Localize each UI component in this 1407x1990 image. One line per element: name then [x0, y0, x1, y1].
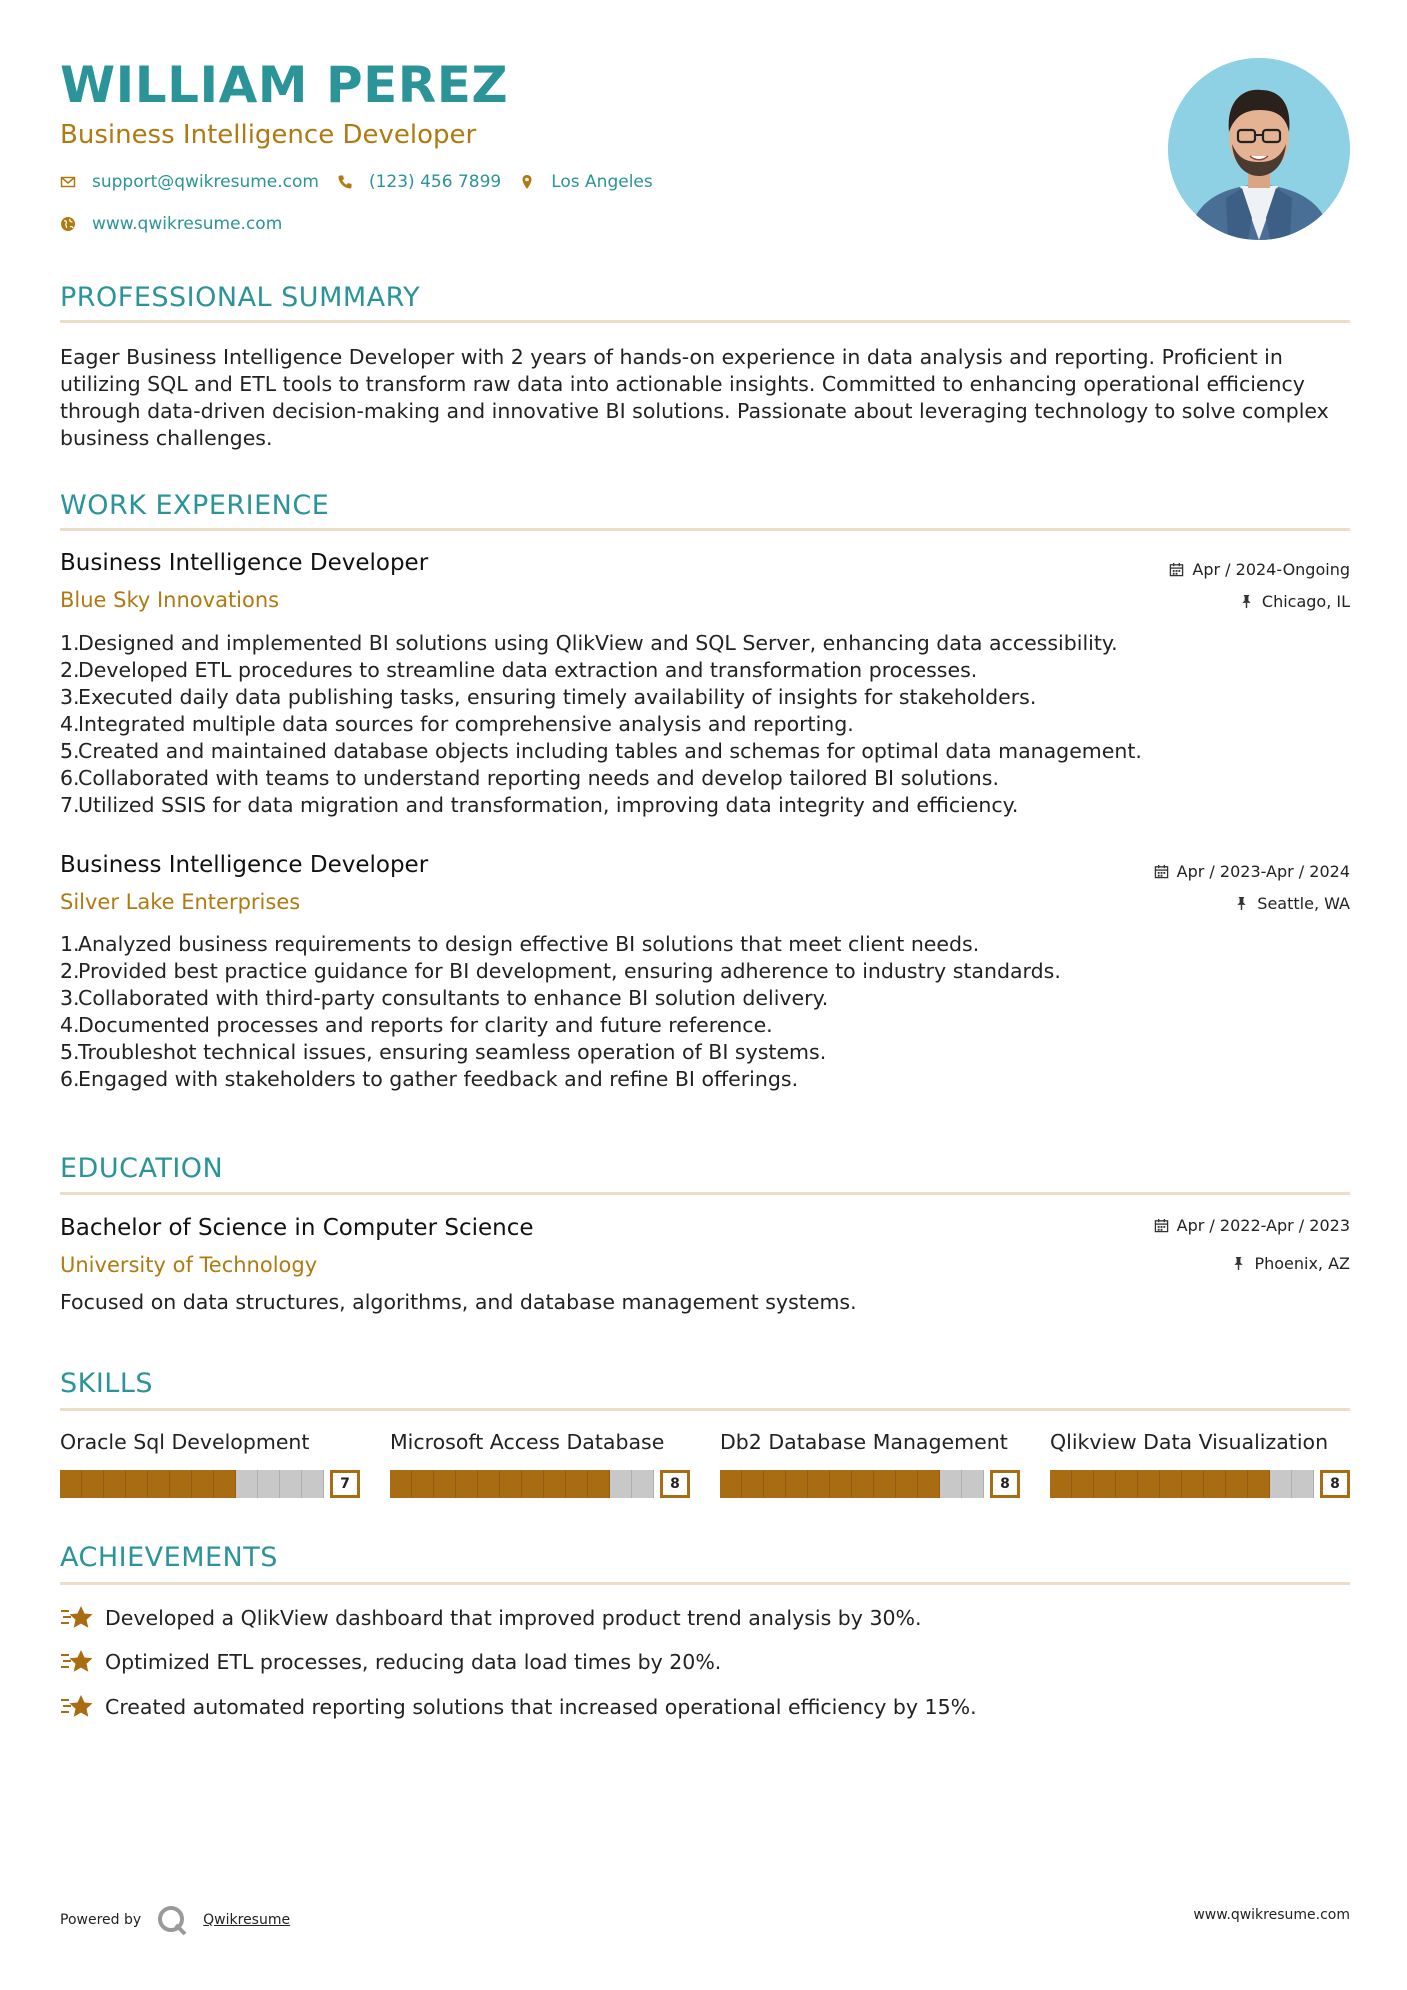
job-company: Blue Sky Innovations	[60, 588, 280, 612]
skill-segment-filled	[1226, 1470, 1248, 1498]
education-dates	[1154, 1216, 1350, 1235]
skill-segment-filled	[720, 1470, 742, 1498]
list-item: 1. Designed and implemented BI solutions using QlikView and SQL Server, enhancing data accessibility.	[60, 631, 1118, 655]
skill-segment-filled	[500, 1470, 522, 1498]
achievement-item	[60, 1604, 922, 1632]
pushpin-icon	[1231, 1256, 1246, 1271]
list-item: 2. Provided best practice guidance for BI development, ensuring adherence to industry standards.	[60, 959, 1061, 983]
skill-segment-filled	[786, 1470, 808, 1498]
qwikresume-link[interactable]: Qwikresume	[203, 1912, 291, 1928]
skill-segment-filled	[104, 1470, 126, 1498]
skill-segment-filled	[830, 1470, 852, 1498]
job-dates	[1169, 560, 1350, 579]
shooting-star-icon	[60, 1604, 94, 1632]
skill-segment-filled	[412, 1470, 434, 1498]
shooting-star-icon	[60, 1648, 94, 1676]
skill-segment-filled	[434, 1470, 456, 1498]
phone-item[interactable]	[337, 172, 501, 192]
list-item: 1. Analyzed business requirements to design effective BI solutions that meet client needs.	[60, 932, 980, 956]
list-item: 3. Collaborated with third-party consultants to enhance BI solution delivery.	[60, 986, 829, 1010]
skill-segment-filled	[588, 1470, 610, 1498]
skill-segment-filled	[808, 1470, 830, 1498]
qwikresume-logo-icon	[155, 1903, 189, 1937]
skill-score: 8	[660, 1470, 690, 1498]
shooting-star-icon	[60, 1693, 94, 1721]
skill-segment-filled	[1116, 1470, 1138, 1498]
skill-score: 8	[1320, 1470, 1350, 1498]
skill-segment-filled	[1160, 1470, 1182, 1498]
list-item: 6. Engaged with stakeholders to gather feedback and refine BI offerings.	[60, 1067, 799, 1091]
skill-score: 8	[990, 1470, 1020, 1498]
skill-segment-filled	[1248, 1470, 1270, 1498]
skill-segment-filled	[522, 1470, 544, 1498]
skill-segment-filled	[1138, 1470, 1160, 1498]
section-divider	[60, 1408, 1350, 1411]
map-pin-icon	[519, 174, 535, 190]
achievement-item	[60, 1648, 721, 1676]
skill-segment-filled	[1182, 1470, 1204, 1498]
contact-row	[60, 172, 671, 192]
skill-item	[390, 1430, 690, 1492]
section-divider	[60, 1192, 1350, 1195]
list-item: 6. Collaborated with teams to understand reporting needs and develop tailored BI solutions.	[60, 766, 999, 790]
skill-segment-filled	[918, 1470, 940, 1498]
skill-item	[60, 1430, 360, 1492]
skill-rating-bar	[60, 1470, 360, 1498]
skill-segment-empty	[610, 1470, 632, 1498]
pushpin-icon	[1239, 594, 1254, 609]
job-location	[1234, 894, 1350, 913]
skill-rating-bar	[1050, 1470, 1350, 1498]
calendar-icon	[1169, 562, 1184, 577]
skill-rating-bar	[720, 1470, 1020, 1498]
skill-segment-empty	[302, 1470, 324, 1498]
section-divider	[60, 528, 1350, 531]
list-item: 5. Troubleshot technical issues, ensuring seamless operation of BI systems.	[60, 1040, 827, 1064]
skill-segment-filled	[852, 1470, 874, 1498]
skill-segment-empty	[280, 1470, 302, 1498]
summary-heading: PROFESSIONAL SUMMARY	[60, 282, 421, 313]
candidate-title: Business Intelligence Developer	[60, 120, 477, 150]
powered-by-label: Powered by	[60, 1912, 142, 1928]
skills-heading: SKILLS	[60, 1368, 154, 1399]
skill-segment-filled	[544, 1470, 566, 1498]
skill-segment-filled	[896, 1470, 918, 1498]
job-dates	[1154, 862, 1350, 881]
skill-segment-filled	[456, 1470, 478, 1498]
skill-segment-empty	[632, 1470, 654, 1498]
skill-item	[720, 1430, 1020, 1492]
section-divider	[60, 1582, 1350, 1585]
achievement-text: Created automated reporting solutions that increased operational efficiency by 15%.	[105, 1695, 977, 1719]
achievements-heading: ACHIEVEMENTS	[60, 1542, 278, 1573]
email-text: support@qwikresume.com	[92, 172, 319, 192]
skill-segment-filled	[1072, 1470, 1094, 1498]
skill-segment-filled	[1050, 1470, 1072, 1498]
list-item: 4. Integrated multiple data sources for comprehensive analysis and reporting.	[60, 712, 854, 736]
experience-heading: WORK EXPERIENCE	[60, 490, 330, 521]
school-name: University of Technology	[60, 1253, 318, 1277]
job-dates-text: Apr / 2024-Ongoing	[1192, 560, 1350, 579]
skill-name: Oracle Sql Development	[60, 1430, 310, 1454]
website-row	[60, 214, 300, 234]
skill-segment-filled	[390, 1470, 412, 1498]
skill-rating-bar	[390, 1470, 690, 1498]
skill-name: Qlikview Data Visualization	[1050, 1430, 1329, 1454]
phone-icon	[337, 174, 353, 190]
profile-photo	[1168, 58, 1350, 240]
skill-segment-filled	[148, 1470, 170, 1498]
pushpin-icon	[1234, 896, 1249, 911]
skill-score: 7	[330, 1470, 360, 1498]
skill-segment-filled	[60, 1470, 82, 1498]
phone-text: (123) 456 7899	[368, 172, 502, 192]
education-description: Focused on data structures, algorithms, and database management systems.	[60, 1290, 857, 1314]
job-dates-text: Apr / 2023-Apr / 2024	[1176, 862, 1350, 881]
skill-item	[1050, 1430, 1350, 1492]
calendar-icon	[1154, 1218, 1169, 1233]
skill-segment-filled	[126, 1470, 148, 1498]
globe-icon	[60, 216, 76, 232]
list-item: 5. Created and maintained database objects including tables and schemas for optimal data management.	[60, 739, 1142, 763]
skill-segment-empty	[1270, 1470, 1292, 1498]
job-duties	[60, 931, 1061, 1093]
job-title: Business Intelligence Developer	[60, 852, 429, 878]
skill-segment-empty	[258, 1470, 280, 1498]
list-item: 2. Developed ETL procedures to streamline data extraction and transformation processes.	[60, 658, 978, 682]
achievement-text: Developed a QlikView dashboard that improved product trend analysis by 30%.	[105, 1606, 922, 1630]
section-divider	[60, 320, 1350, 323]
footer-powered-by	[60, 1903, 290, 1937]
skill-segment-filled	[764, 1470, 786, 1498]
skill-name: Db2 Database Management	[720, 1430, 1008, 1454]
achievement-item	[60, 1693, 977, 1721]
job-location-text: Seattle, WA	[1257, 894, 1350, 913]
skill-segment-filled	[1204, 1470, 1226, 1498]
candidate-name: WILLIAM PEREZ	[60, 56, 509, 114]
list-item: 4. Documented processes and reports for clarity and future reference.	[60, 1013, 773, 1037]
skill-segment-filled	[1094, 1470, 1116, 1498]
skill-segment-filled	[82, 1470, 104, 1498]
skill-segment-filled	[478, 1470, 500, 1498]
email-item[interactable]	[60, 172, 319, 192]
skill-segment-filled	[214, 1470, 236, 1498]
summary-text: Eager Business Intelligence Developer with 2 years of hands-on experience in data analysis and reporting. Proficient in utilizing SQL and ETL tools to transform raw data into actionable insights. Committed to enhancing operational efficiency through data-driven decision-making and innovative BI solutions. Passionate about leveraging technology to solve complex business challenges.	[60, 345, 1329, 450]
calendar-icon	[1154, 864, 1169, 879]
skill-segment-empty	[1292, 1470, 1314, 1498]
footer-website[interactable]: www.qwikresume.com	[1193, 1907, 1350, 1923]
job-company: Silver Lake Enterprises	[60, 890, 301, 914]
envelope-icon	[60, 174, 76, 190]
job-title: Business Intelligence Developer	[60, 550, 429, 576]
skill-segment-filled	[874, 1470, 896, 1498]
education-heading: EDUCATION	[60, 1153, 224, 1184]
skill-segment-filled	[192, 1470, 214, 1498]
skill-segment-empty	[236, 1470, 258, 1498]
job-location	[1239, 592, 1350, 611]
list-item: 3. Executed daily data publishing tasks, ensuring timely availability of insights for stakeholders.	[60, 685, 1037, 709]
skill-segment-filled	[566, 1470, 588, 1498]
website-text: www.qwikresume.com	[92, 214, 283, 234]
job-duties	[60, 630, 1142, 819]
skill-segment-empty	[962, 1470, 984, 1498]
education-location-text: Phoenix, AZ	[1254, 1254, 1350, 1273]
education-location	[1231, 1254, 1350, 1273]
skill-segment-empty	[940, 1470, 962, 1498]
resume-page	[60, 0, 1350, 1990]
education-dates-text: Apr / 2022-Apr / 2023	[1176, 1216, 1350, 1235]
list-item: 7. Utilized SSIS for data migration and transformation, improving data integrity and efficiency.	[60, 793, 1019, 817]
achievement-text: Optimized ETL processes, reducing data load times by 20%.	[105, 1650, 722, 1674]
job-location-text: Chicago, IL	[1261, 592, 1350, 611]
website-item[interactable]	[60, 214, 282, 234]
skill-segment-filled	[742, 1470, 764, 1498]
location-text: Los Angeles	[551, 172, 653, 192]
location-item	[519, 172, 653, 192]
skill-name: Microsoft Access Database	[390, 1430, 665, 1454]
skill-segment-filled	[170, 1470, 192, 1498]
degree-title: Bachelor of Science in Computer Science	[60, 1215, 534, 1241]
